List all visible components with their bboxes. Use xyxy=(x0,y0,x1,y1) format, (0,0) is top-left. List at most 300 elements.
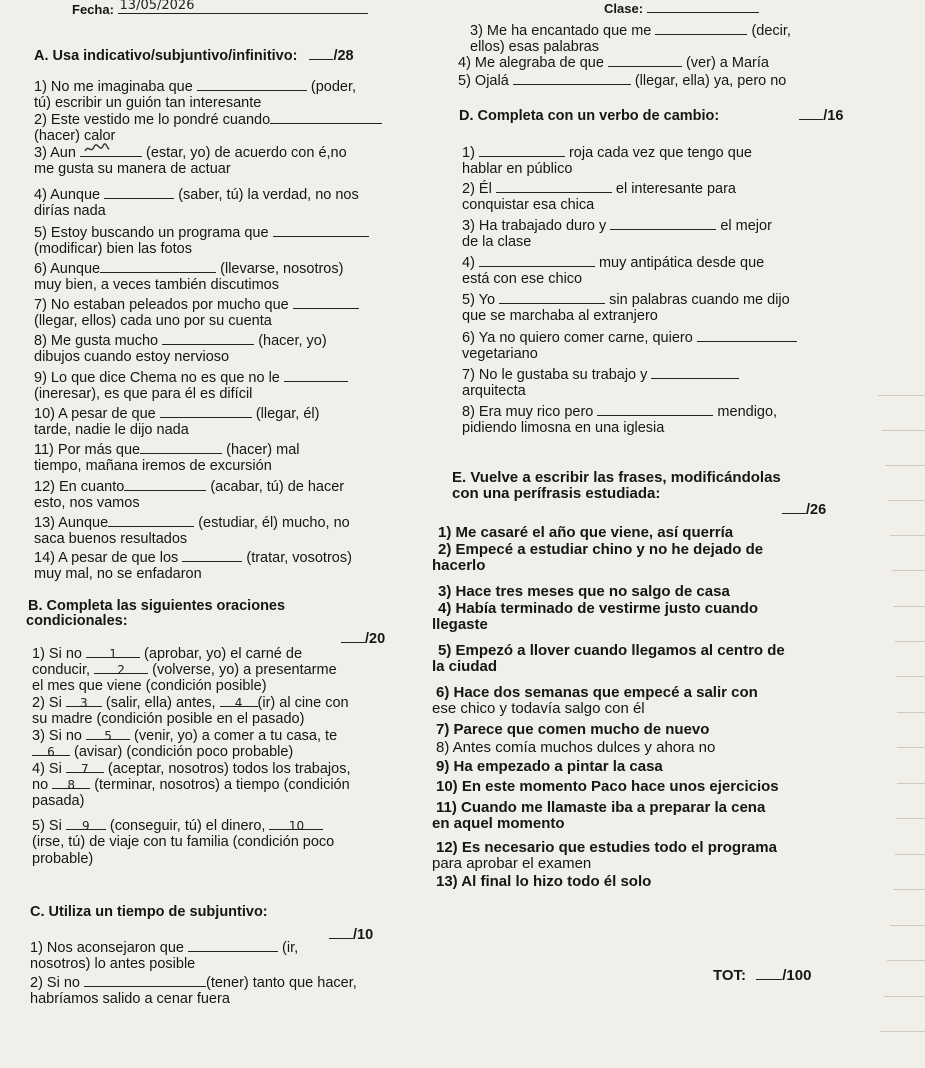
section-b-score-wrap xyxy=(341,631,385,647)
b-item-4 xyxy=(32,761,351,777)
text-segment: su madre (condición posible en el pasado) xyxy=(32,711,305,727)
e-item-3 xyxy=(438,584,730,600)
b-item-3-cont xyxy=(32,744,293,760)
d-item-1-cont xyxy=(462,161,572,177)
section-d-title xyxy=(459,108,843,124)
b-item-3 xyxy=(32,728,337,744)
ruled-line xyxy=(882,430,925,431)
a-item-1 xyxy=(34,79,356,95)
d-item-6 xyxy=(462,330,797,346)
text-segment: E. Vuelve a escribir las frases, modificándolas xyxy=(452,469,781,486)
text-segment: 5) Yo xyxy=(462,292,496,308)
b-item-5-cont xyxy=(32,834,334,850)
e-item-10 xyxy=(436,779,779,795)
e-item-5-cont xyxy=(432,659,497,675)
text-segment: (saber, tú) la verdad, no nos xyxy=(178,187,359,203)
a2-blank[interactable] xyxy=(270,112,382,124)
ruled-line xyxy=(893,606,925,607)
text-segment: conducir, xyxy=(32,662,91,678)
text-segment: roja cada vez que tengo que xyxy=(568,145,752,161)
handwritten-answer: 2 xyxy=(117,663,125,677)
a-item-5 xyxy=(34,225,369,241)
handwritten-answer: 9 xyxy=(82,819,90,833)
section-e-score-wrap xyxy=(782,502,826,518)
text-segment: (llegar, ella) ya, pero no xyxy=(634,73,787,89)
handwritten-answer: 7 xyxy=(81,762,89,776)
clase-label: Clase: xyxy=(604,1,644,16)
text-segment: muy antipática desde que xyxy=(598,255,765,271)
text-segment: el mejor xyxy=(720,218,772,234)
text-segment: habríamos salido a cenar fuera xyxy=(30,991,230,1007)
handwritten-answer: 6 xyxy=(47,745,55,759)
section-a-title: A. Usa indicativo/subjuntivo/infinitivo: /28 xyxy=(34,48,354,64)
text-segment: probable) xyxy=(32,851,94,867)
text-segment: (hacer, yo) xyxy=(258,333,327,349)
text-segment: el interesante para xyxy=(615,181,736,197)
section-b-title-2 xyxy=(26,613,128,629)
text-segment: 8) Era muy rico pero xyxy=(462,404,594,420)
handwritten-answer: 3 xyxy=(80,696,88,710)
a-item-8 xyxy=(34,333,327,349)
d8-blank[interactable] xyxy=(597,404,713,416)
a-item-3-cont xyxy=(34,161,231,177)
section-b-score: /20 xyxy=(365,631,386,647)
text-segment: (conseguir, tú) el dinero, xyxy=(109,818,266,834)
a-item-13-cont xyxy=(34,531,187,547)
text-segment: B. Completa las siguientes oraciones xyxy=(28,598,286,614)
d-item-2 xyxy=(462,181,736,197)
a6-blank[interactable] xyxy=(100,261,216,273)
text-segment: 4) Había terminado de vestirme justo cuando xyxy=(438,600,759,617)
text-segment: muy mal, no se enfadaron xyxy=(34,566,202,582)
text-segment: 6) Ya no quiero comer carne, quiero xyxy=(462,330,693,346)
ar4-blank[interactable] xyxy=(608,55,682,67)
text-segment: ese chico y todavía salgo con él xyxy=(432,700,645,717)
a-item-6-cont xyxy=(34,277,279,293)
a-item-11 xyxy=(34,442,299,458)
text-segment: 3) Hace tres meses que no salgo de casa xyxy=(438,583,730,600)
b-blank-1[interactable] xyxy=(86,646,140,661)
text-segment: 3) Aun xyxy=(34,145,76,161)
e-item-8 xyxy=(436,740,715,756)
text-segment: hablar en público xyxy=(462,161,573,177)
e-item-13 xyxy=(436,874,651,890)
ruled-line xyxy=(888,500,925,501)
a-item-5-cont xyxy=(34,241,192,257)
text-segment: (modificar) bien las fotos xyxy=(34,241,192,257)
text-segment: 1) Nos aconsejaron que xyxy=(30,940,184,956)
text-segment: 5) Ojalá xyxy=(458,73,509,89)
handwritten-answer: 4 xyxy=(234,696,243,710)
text-segment: que se marchaba al extranjero xyxy=(462,308,658,324)
section-a-score: /28 xyxy=(333,48,354,64)
text-segment: 8) Antes comía muchos dulces y ahora no xyxy=(436,739,716,756)
b-blank-6[interactable] xyxy=(32,744,70,759)
b-blank-8[interactable] xyxy=(52,777,90,792)
text-segment: saca buenos resultados xyxy=(34,531,188,547)
text-segment: (estar, yo) de acuerdo con é,no xyxy=(145,145,347,161)
text-segment: ellos) esas palabras xyxy=(470,39,599,55)
text-segment: (llegar, ellos) cada uno por su cuenta xyxy=(34,313,272,329)
text-segment: 3) Me ha encantado que me xyxy=(470,23,652,39)
text-segment: 6) Aunque xyxy=(34,261,101,277)
a-item-4 xyxy=(34,187,359,203)
section-c-title xyxy=(30,904,268,920)
c-item-2-cont xyxy=(30,991,230,1007)
ruled-line xyxy=(892,570,925,571)
section-a-score-blank[interactable] xyxy=(309,48,333,60)
text-segment: en aquel momento xyxy=(432,815,565,832)
a-item-12 xyxy=(34,479,344,495)
a-item-r4 xyxy=(458,55,769,71)
a-item-2 xyxy=(34,112,382,128)
text-segment: tarde, nadie le dijo nada xyxy=(34,422,189,438)
d-item-7 xyxy=(462,367,739,383)
text-segment: (acabar, tú) de hacer xyxy=(210,479,345,495)
section-b-score-blank[interactable] xyxy=(341,631,365,643)
text-segment: 2) Empecé a estudiar chino y no he dejado de xyxy=(438,541,764,558)
text-segment: (ir, xyxy=(282,940,299,956)
d-item-1 xyxy=(462,145,752,161)
text-segment: 7) No estaban peleados por mucho que xyxy=(34,297,289,313)
c-item-2 xyxy=(30,975,357,991)
section-b-title xyxy=(28,598,285,614)
scribble-icon xyxy=(84,143,110,155)
ruled-line xyxy=(893,889,925,890)
text-segment: (venir, yo) a comer a tu casa, te xyxy=(134,728,338,744)
text-segment: pidiendo limosna en una iglesia xyxy=(462,420,665,436)
text-segment: 1) No me imaginaba que xyxy=(34,79,193,95)
e-item-7 xyxy=(436,722,709,738)
text-segment: 10) A pesar de que xyxy=(34,406,156,422)
a8-blank[interactable] xyxy=(162,333,254,345)
d-item-7-cont xyxy=(462,383,526,399)
ruled-line xyxy=(887,960,925,961)
text-segment: 8) Me gusta mucho xyxy=(34,333,159,349)
text-segment: 2) Si xyxy=(32,695,62,711)
d5-blank[interactable] xyxy=(499,292,605,304)
text-segment: (decir, xyxy=(751,23,791,39)
text-segment: (salir, ella) antes, xyxy=(105,695,216,711)
a-item-7 xyxy=(34,297,359,313)
e-item-6-cont xyxy=(432,701,645,717)
text-segment: 5) Si xyxy=(32,818,62,834)
d-item-3-cont xyxy=(462,234,531,250)
text-segment: (tratar, vosotros) xyxy=(246,550,352,566)
b-item-2-cont xyxy=(32,711,304,727)
text-segment: 7) No le gustaba su trabajo y xyxy=(462,367,648,383)
ruled-line xyxy=(884,996,925,997)
text-segment: 5) Empezó a llover cuando llegamos al centro de xyxy=(438,642,785,659)
text-segment: llegaste xyxy=(432,616,488,633)
b-item-5-cont2 xyxy=(32,851,93,867)
ruled-line xyxy=(897,712,925,713)
text-segment: tú) escribir un guión tan interesante xyxy=(34,95,262,111)
section-e-score: /26 xyxy=(806,502,827,518)
a-item-r5 xyxy=(458,73,786,89)
text-segment: (llevarse, nosotros) xyxy=(220,261,344,277)
a-item-11-cont xyxy=(34,458,272,474)
e-item-1 xyxy=(438,525,733,541)
text-segment: (hacer) mal xyxy=(226,442,300,458)
text-segment: 4) xyxy=(462,255,475,271)
a3-blank[interactable] xyxy=(80,145,142,157)
text-segment: (terminar, nosotros) a tiempo (condición xyxy=(94,777,350,793)
ruled-line xyxy=(896,818,925,819)
text-segment: 2) Si no xyxy=(30,975,80,991)
section-e-title-2 xyxy=(452,486,660,502)
text-segment: 1) xyxy=(462,145,475,161)
text-segment: conquistar esa chica xyxy=(462,197,595,213)
ruled-line xyxy=(896,676,925,677)
a-item-7-cont xyxy=(34,313,272,329)
fecha-value: 13/05/2026 xyxy=(119,0,195,13)
fecha-label: Fecha: xyxy=(72,2,114,17)
text-segment: 11) Cuando me llamaste iba a preparar la cena xyxy=(436,799,766,816)
b-item-1-cont xyxy=(32,662,337,678)
text-segment: (irse, tú) de viaje con tu familia (condición poco xyxy=(32,834,335,850)
total-score-value: /100 xyxy=(782,967,812,984)
text-segment: C. Utiliza un tiempo de subjuntivo: xyxy=(30,904,268,920)
e-item-6 xyxy=(436,685,758,701)
e-item-12 xyxy=(436,840,777,856)
a9-blank[interactable] xyxy=(284,370,348,382)
b-item-1 xyxy=(32,646,302,662)
ruled-line xyxy=(880,1031,925,1032)
d-item-8 xyxy=(462,404,777,420)
a10-blank[interactable] xyxy=(160,406,252,418)
text-segment: dibujos cuando estoy nervioso xyxy=(34,349,230,365)
text-segment: mendigo, xyxy=(717,404,778,420)
c-item-1 xyxy=(30,940,298,956)
section-c-score-wrap xyxy=(329,927,373,943)
text-segment: tiempo, mañana iremos de excursión xyxy=(34,458,272,474)
a-item-3 xyxy=(34,145,347,161)
text-segment: 14) A pesar de que los xyxy=(34,550,179,566)
c-item-1-cont xyxy=(30,956,195,972)
text-segment: 4) Si xyxy=(32,761,62,777)
ruled-line xyxy=(897,783,925,784)
ruled-line xyxy=(895,854,925,855)
text-segment: 10) En este momento Paco hace unos ejercicios xyxy=(436,778,779,795)
text-segment: con una perífrasis estudiada: xyxy=(452,485,661,502)
text-segment: vegetariano xyxy=(462,346,538,362)
text-segment: 12) Es necesario que estudies todo el programa xyxy=(436,839,777,856)
e-item-9 xyxy=(436,759,663,775)
d-item-3 xyxy=(462,218,772,234)
a-item-r3-cont xyxy=(470,39,599,55)
text-segment: (hacer) calor xyxy=(34,128,116,144)
e-item-2-cont xyxy=(432,558,485,574)
text-segment: 6) Hace dos semanas que empecé a salir con xyxy=(436,684,758,701)
e-item-2 xyxy=(438,542,763,558)
a13-blank[interactable] xyxy=(108,515,194,527)
text-segment: de la clase xyxy=(462,234,532,250)
d-item-8-cont xyxy=(462,420,664,436)
text-segment: pasada) xyxy=(32,793,85,809)
ruled-line xyxy=(885,465,925,466)
d1-blank[interactable] xyxy=(479,145,565,157)
text-segment: para aprobar el examen xyxy=(432,855,592,872)
d-item-6-cont xyxy=(462,346,538,362)
text-segment: 13) Al final lo hizo todo él solo xyxy=(436,873,652,890)
ruled-line xyxy=(897,747,925,748)
a-item-9-cont xyxy=(34,386,252,402)
a-item-9 xyxy=(34,370,348,386)
c1-blank[interactable] xyxy=(188,940,278,952)
text-segment: (llegar, él) xyxy=(255,406,320,422)
text-segment: (aceptar, nosotros) todos los trabajos, xyxy=(107,761,351,777)
text-segment: (avisar) (condición poco probable) xyxy=(74,744,294,760)
ar5-blank[interactable] xyxy=(513,73,631,85)
fecha-field[interactable] xyxy=(118,1,368,14)
a-item-12-cont xyxy=(34,495,140,511)
d4-blank[interactable] xyxy=(479,255,595,267)
text-segment: 1) Si no xyxy=(32,646,82,662)
c2-blank[interactable] xyxy=(84,975,206,987)
text-segment: 12) En cuanto xyxy=(34,479,125,495)
e-item-4 xyxy=(438,601,758,617)
handwritten-answer: 8 xyxy=(67,778,75,792)
e-item-5 xyxy=(438,643,785,659)
text-segment: 1) Me casaré el año que viene, así querría xyxy=(438,524,734,541)
text-segment: (ineresar), es que para él es difícil xyxy=(34,386,253,402)
section-e-title xyxy=(452,470,781,486)
text-segment: está con ese chico xyxy=(462,271,583,287)
b-blank-9[interactable] xyxy=(66,818,106,833)
a4-blank[interactable] xyxy=(104,187,174,199)
d-item-2-cont xyxy=(462,197,594,213)
section-c-score: /10 xyxy=(353,927,374,943)
e-item-11-cont xyxy=(432,816,565,832)
text-segment: 3) Si no xyxy=(32,728,82,744)
b-blank-10[interactable] xyxy=(269,818,323,833)
text-segment: 4) Aunque xyxy=(34,187,101,203)
b-blank-7[interactable] xyxy=(66,761,104,776)
b-item-4-cont xyxy=(32,777,350,793)
text-segment: dirías nada xyxy=(34,203,106,219)
a-item-4-cont xyxy=(34,203,106,219)
clase-field[interactable] xyxy=(647,3,759,13)
b-item-1-cont2 xyxy=(32,678,267,694)
text-segment: (tener) tanto que hacer, xyxy=(206,975,357,991)
a-item-14-cont xyxy=(34,566,202,582)
text-segment: no xyxy=(32,777,49,793)
handwritten-answer: 1 xyxy=(109,647,117,661)
a-item-6 xyxy=(34,261,343,277)
header-fecha xyxy=(72,1,368,18)
text-segment: 13) Aunque xyxy=(34,515,109,531)
a-item-13 xyxy=(34,515,350,531)
text-segment: el mes que viene (condición posible) xyxy=(32,678,267,694)
b-blank-2[interactable] xyxy=(94,662,148,677)
d7-blank[interactable] xyxy=(651,367,739,379)
text-segment: 2) Él xyxy=(462,181,492,197)
d3-blank[interactable] xyxy=(610,218,716,230)
text-segment: (ir) al cine con xyxy=(257,695,349,711)
ruled-line xyxy=(878,395,925,396)
d-item-5-cont xyxy=(462,308,658,324)
a5-blank[interactable] xyxy=(273,225,369,237)
text-segment: la ciudad xyxy=(432,658,498,675)
d-item-5 xyxy=(462,292,790,308)
a14-blank[interactable] xyxy=(182,550,242,562)
handwritten-answer: 10 xyxy=(288,819,305,833)
text-segment: (volverse, yo) a presentarme xyxy=(152,662,337,678)
text-segment: 2) Este vestido me lo pondré cuando xyxy=(34,112,271,128)
a1-blank[interactable] xyxy=(197,79,307,91)
text-segment: 9) Lo que dice Chema no es que no le xyxy=(34,370,280,386)
text-segment: (aprobar, yo) el carné de xyxy=(144,646,303,662)
e-item-4-cont xyxy=(432,617,488,633)
e-item-12-cont xyxy=(432,856,591,872)
ruled-line xyxy=(890,925,925,926)
header-clase xyxy=(604,1,759,17)
a-item-10 xyxy=(34,406,319,422)
section-e-score-blank[interactable] xyxy=(782,502,806,514)
text-segment: me gusta su manera de actuar xyxy=(34,161,231,177)
handwritten-answer: 5 xyxy=(104,729,112,743)
text-segment: muy bien, a veces también discutimos xyxy=(34,277,279,293)
a11-blank[interactable] xyxy=(140,442,222,454)
a-item-1-cont xyxy=(34,95,261,111)
text-segment: sin palabras cuando me dijo xyxy=(609,292,790,308)
text-segment: (poder, xyxy=(310,79,357,95)
b-item-2 xyxy=(32,695,349,711)
b-blank-5[interactable] xyxy=(86,728,130,743)
section-c-score-blank[interactable] xyxy=(329,927,353,939)
text-segment: 3) Ha trabajado duro y xyxy=(462,218,607,234)
a-item-2-cont xyxy=(34,128,115,144)
a-item-r3 xyxy=(470,23,791,39)
text-segment: 5) Estoy buscando un programa que xyxy=(34,225,269,241)
e-item-11 xyxy=(436,800,765,816)
text-segment: 7) Parece que comen mucho de nuevo xyxy=(436,721,710,738)
section-d-score: /16 xyxy=(823,108,844,124)
ruled-line xyxy=(895,641,925,642)
a-item-10-cont xyxy=(34,422,189,438)
d-item-4-cont xyxy=(462,271,582,287)
total-label: TOT: xyxy=(713,967,747,984)
d2-blank[interactable] xyxy=(496,181,612,193)
total-score-blank[interactable] xyxy=(756,968,782,980)
ruled-line xyxy=(890,535,925,536)
b-blank-3[interactable] xyxy=(66,695,102,710)
text-segment: hacerlo xyxy=(432,557,486,574)
text-segment: arquitecta xyxy=(462,383,526,399)
text-segment: 9) Ha empezado a pintar la casa xyxy=(436,758,663,775)
ar3-blank[interactable] xyxy=(655,23,747,35)
text-segment: 4) Me alegraba de que xyxy=(458,55,604,71)
a-item-14 xyxy=(34,550,352,566)
d6-blank[interactable] xyxy=(697,330,797,342)
a12-blank[interactable] xyxy=(124,479,206,491)
b-item-5 xyxy=(32,818,323,834)
text-segment: (ver) a María xyxy=(685,55,769,71)
text-segment: condicionales: xyxy=(26,613,128,629)
total-score xyxy=(713,968,811,984)
a-item-8-cont xyxy=(34,349,229,365)
text-segment: esto, nos vamos xyxy=(34,495,140,511)
a7-blank[interactable] xyxy=(293,297,359,309)
b-item-4-cont2 xyxy=(32,793,84,809)
text-segment: D. Completa con un verbo de cambio: xyxy=(459,108,720,124)
text-segment: 11) Por más que xyxy=(34,442,141,458)
b-blank-4[interactable] xyxy=(220,695,258,710)
section-d-score-blank[interactable] xyxy=(799,108,823,120)
text-segment: (estudiar, él) mucho, no xyxy=(198,515,350,531)
d-item-4 xyxy=(462,255,764,271)
